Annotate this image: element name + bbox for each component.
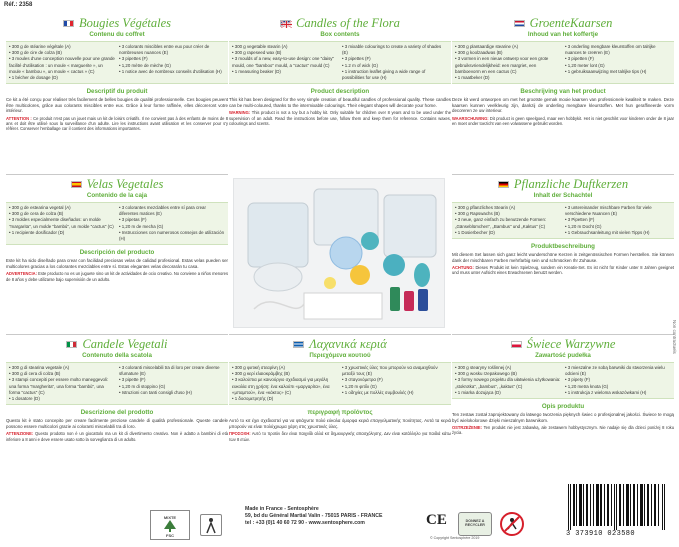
- recycle-label: DONNEZ A RECYCLER: [465, 519, 485, 527]
- contents-item: • 1 instruction leaflet giving a wide range of possibilities for use (H): [342, 68, 426, 81]
- contents-item: • 1 gebruiksaanwijzing met talrijke tips (H): [565, 68, 647, 74]
- contents-item: • 1.2 m of wick (G): [342, 62, 378, 68]
- panel-title-row: [6, 337, 228, 351]
- footer: [0, 480, 679, 547]
- description-heading: Beschrijving van het product: [520, 88, 606, 96]
- fsc-logo: [150, 510, 190, 540]
- recycle-logo: [458, 512, 492, 536]
- contents-heading: Inhoud van het koffertje: [527, 31, 599, 38]
- ce-logo: CE: [426, 512, 447, 528]
- description-text: Deze kit werd ontworpen om met het grootste gemak mooie kaarsen van professionele kwaliteit te maken. Deze kaarsen kunnen veelkleurig zijn, dankzij de onderling mengbare kleurstoffen. Met hun geraffineerde vorm decoreren ze uw interieur.: [452, 97, 674, 114]
- contents-item: • 300 g rapeseed wax (B): [232, 50, 282, 56]
- description-heading: Product description: [310, 88, 370, 96]
- flag-es-icon: [71, 181, 82, 188]
- contents-item: • 3 mixable colourings to create a variety of shades (E): [342, 44, 442, 56]
- panel-title: Świece Warzywne: [526, 336, 616, 351]
- panel-title: Pflanzliche Duftkerzen: [513, 176, 629, 191]
- panel-title-row: [6, 16, 228, 30]
- contents-item: • 3 καλούπια με καινούργιο σχεδιασμό για μεγάλη ευκολία στη χρήση: ένα καλούπι «μαργαρίτα», ένα «μπαμπού», ένα «κάκτος» (C): [232, 377, 330, 395]
- warning-label: ADVERTENCIA:: [6, 271, 37, 277]
- contents-item: • 300 g vegetable stearin (A): [232, 44, 288, 49]
- panel-title-row: [452, 177, 674, 191]
- description-text: Ten zestaw został zaprojektowany do łatwego tworzenia pięknych świec o profesjonalnej jakości. Świece te mogą być wielokolorowe dzięki mieszalnym barwnikom.: [452, 412, 674, 423]
- warning-body: Este producto no es un juguete sino un kit de actividades de ocio creativo. No conviene a niños menores de 8 años y debe utilizarse bajo supervisión de un adulto.: [6, 271, 228, 282]
- warning-label: ATTENTION :: [6, 116, 32, 121]
- contents-item: • 1 recipiente dosificador (D): [9, 229, 65, 235]
- company-address: [245, 506, 382, 527]
- panel-pl: [452, 334, 674, 476]
- description-heading: Descrizione del prodotto: [80, 409, 154, 417]
- contents-item: • 3 pipettes (F): [119, 56, 148, 62]
- panel-title-row: [6, 177, 228, 191]
- contents-col-2: [119, 44, 225, 81]
- contents-item: • 3 pipetten (F): [565, 56, 594, 62]
- barcode: [568, 484, 666, 530]
- contents-item: • 1 notice avec de nombreux conseils d'utilisation (H): [119, 68, 222, 74]
- warning-body: Ten produkt nie jest zabawką, ale zestawem hobbystycznym. Nie nadaje się dla dzieci poniżej 8 roku życia.: [452, 425, 674, 436]
- contents-item: • 300 g stearyny roślinnej (A): [455, 365, 512, 370]
- description-heading: Descripción del producto: [79, 249, 155, 257]
- mixte-label: MIXTE: [163, 515, 177, 520]
- contents-item: • 3 stampi concepiti per essere molto maneggevoli: una forma "margherita", una forma "bambù", una forma "cactus" (C): [9, 377, 109, 395]
- panel-title: GroenteKaarsen: [529, 16, 613, 30]
- contents-item: • 1 Dosierbecher (D): [455, 229, 495, 235]
- warning-text: [6, 271, 228, 281]
- contents-item: • 3 pipety (F): [565, 377, 590, 383]
- contents-item: • 3 Pipetten (F): [565, 217, 595, 223]
- contents-box: [452, 41, 674, 84]
- contents-item: • 300 g φυτική στεαρίνη (A): [232, 365, 285, 370]
- contents-box: [452, 362, 674, 399]
- warning-label: ACHTUNG:: [452, 265, 474, 271]
- contents-item: • 1 measuring beaker (D): [232, 68, 281, 74]
- description-heading: περιγραφή προϊόντος: [307, 409, 373, 417]
- panel-title-row: [229, 337, 451, 351]
- flag-nl-icon: [514, 20, 525, 27]
- contents-col-2: [565, 205, 671, 236]
- contents-box: [6, 362, 228, 405]
- contents-item: • 300 g plantaardige stearine (A): [455, 44, 519, 49]
- description-text: Mit diesem Set lassen sich ganz leicht wunderschöne Kerzen in zeitgenössischen Formen herstellen. Sie können dank der mischbaren Farben mehrfarbig sein und schmücken Ihr Zuhause.: [452, 252, 674, 263]
- contents-col-1: [9, 365, 115, 402]
- contents-item: • 3 colorantes mezclables entre sí para crear diferentes matices (E): [119, 205, 206, 217]
- contact-line: tel : +33 (0)1 40 60 72 90 - www.sentosphere.com: [245, 520, 365, 526]
- contents-col-1: [9, 205, 115, 242]
- warning-label: OSTRZEŻENIE:: [452, 425, 483, 431]
- contents-box: [452, 202, 674, 239]
- contents-item: • 3 onderling mengbare kleurstoffen om talrijke nuances te creëren (E): [565, 44, 656, 56]
- description-text: Este kit ha sido diseñado para crear con facilidad preciosas velas de calidad profesional. Estas velas pueden ser multicolores gracias a los colorantes mezclables entre sí. Estas elegantes velas decorarán tu casa.: [6, 258, 228, 269]
- contents-col-2: [119, 205, 225, 242]
- warning-label: ATTENZIONE:: [6, 431, 34, 437]
- panel-title: Candele Vegetali: [82, 336, 168, 351]
- panel-title-row: [452, 337, 674, 351]
- contents-item: • 1 instrukcja z wieloma wskazówkami (H): [565, 389, 647, 395]
- flag-uk-icon: [280, 20, 291, 27]
- triman-logo: [200, 514, 222, 536]
- contents-heading: Contenuto della scatola: [82, 352, 152, 359]
- contents-item: • 1 dosatore (D): [9, 396, 40, 402]
- warning-text: [452, 265, 674, 275]
- panel-nl: [452, 16, 674, 166]
- flag-pl-icon: [511, 341, 522, 348]
- contents-heading: Box contents: [320, 31, 360, 38]
- contents-item: • 3 coloranti miscelabili tra di loro per creare diverse sfumature (E): [119, 365, 220, 377]
- contents-item: • 1,20 mètre de mèche (G): [119, 62, 171, 68]
- panel-es: [6, 174, 228, 326]
- flag-it-icon: [66, 341, 77, 348]
- contents-col-1: [455, 44, 561, 81]
- contents-item: • 1,20 meter lont (G): [565, 62, 605, 68]
- contents-item: • 1,20 m Docht (G): [565, 223, 602, 229]
- description-text: Ce kit a été conçu pour réaliser très facilement de belles bougies de qualité professionnelle. Ces bougies peuvent être multicolores, grâce aux colorants miscibles entre eux. Grâce à leur forme raffinée, elles décoreront votre intérieur.: [6, 97, 228, 114]
- address-line: 59, bd du Général Martial Valin - 75015 PARIS - FRANCE: [245, 513, 383, 519]
- warning-text: [452, 425, 674, 435]
- contents-item: • 3 formy nowego projektu dla ułatwienia użytkowania: „stokrotka", „bambus", „kaktus" (C): [455, 377, 561, 389]
- contents-heading: Contenido de la caja: [86, 192, 148, 199]
- contents-col-2: [342, 365, 448, 402]
- panel-title-row: [229, 16, 451, 30]
- contents-item: • 3 pipette (F): [119, 377, 146, 383]
- contents-item: • 300 g di stearina vegetale (A): [9, 365, 70, 370]
- flag-de-icon: [498, 181, 509, 188]
- recycle-man-icon: [201, 515, 221, 535]
- panel-it: [6, 334, 228, 476]
- panel-title: Bougies Végétales: [79, 16, 171, 30]
- contents-item: • 1 maatbeker (D): [455, 75, 490, 81]
- warning-body: Dit product is geen speelgoed, maar een hobbykit. Het is niet geschikt voor kinderen onder de 8 jaar en moet onder toezicht van een volwassene gebruikt worden.: [452, 116, 674, 127]
- contents-item: • 3 σταγονόμετρα (F): [342, 377, 383, 383]
- contents-item: • Istruzioni con tanti consigli d'uso (H): [119, 389, 192, 395]
- contents-item: • 300 g di cera di colza (B): [9, 371, 61, 377]
- warning-body: Dieses Produkt ist kein Spielzeug, sondern ein Kreativ-Set. Es ist nicht für Kinder unter 8 Jahren geeignet und muss unter Aufsicht eines Erwachsenen benutzt werden.: [452, 265, 674, 276]
- panel-en: [229, 16, 451, 166]
- contents-item: • 3 mieszalne ze sobą barwniki do stworzenia wielu odcieni (E): [565, 365, 665, 377]
- contents-heading: Zawartość pudełka: [535, 352, 591, 359]
- warning-label: ΠΡΟΣΟΧΗ:: [229, 431, 251, 437]
- panel-gr: [229, 334, 451, 476]
- contents-item: • 1 bécher de dosage (D): [9, 75, 58, 81]
- panel-title: Velas Vegetales: [86, 176, 164, 191]
- product-photo: [233, 178, 445, 328]
- warning-label: WAARSCHUWING:: [452, 116, 489, 121]
- warning-body: Ce produit n'est pas un jouet mais un kit de loisirs créatifs. Il ne convient pas à des enfants de moins de 8 ans et doit être utilisé sous la surveillance d'un adulte. Lire les instructions avant utilisation et les conserver pour s'y référer. Conserver l'emballage car il contient des informations importantes.: [6, 116, 228, 132]
- warning-body: Αυτό το προϊόν δεν είναι παιχνίδι αλλά κιτ δημιουργικής απασχόλησης. Δεν είναι κατάλληλο για παιδιά κάτω των 8 ετών.: [229, 431, 451, 442]
- flag-uk-cross-icon: [281, 21, 292, 28]
- description-text: Αυτό το κιτ έχει σχεδιαστεί για να φτιάχνετε πολύ εύκολα όμορφα κεριά επαγγελματικής ποιότητας. Αυτά τα κεριά μπορούν να είναι πολύχρωμα χάρη στις χρωστικές ύλες.: [229, 418, 451, 429]
- contents-box: [229, 41, 451, 84]
- contents-item: • 1,20 m φιτίλι (G): [342, 383, 377, 389]
- age-warning-icon: [500, 512, 524, 536]
- contents-item: • 3 moules d'une conception nouvelle pour une grande facilité d'utilisation : un moule « marguerite », un moule « bambou », un moule « cactus » (C): [9, 56, 115, 74]
- contents-item: • 1 Gebrauchsanleitung mit vielen Tipps (H): [565, 229, 650, 235]
- contents-item: • 3 colorants miscibles entre eux pour créer de nombreuses nuances (E): [119, 44, 210, 56]
- contents-item: • 1,20 m de mecha (G): [119, 223, 164, 229]
- contents-box: [6, 41, 228, 84]
- contents-item: • 3 neue, ganz einfach zu benutzende Formen: „Gänseblümchen", „Bambus" und „Kaktus" (C): [455, 217, 547, 229]
- description-heading: Descriptif du produit: [86, 88, 148, 96]
- divider: [6, 174, 228, 175]
- warning-text: [229, 431, 451, 441]
- contents-item: • 3 untereinander mischbare Farben für viele verschiedene Nuancen (E): [565, 205, 652, 217]
- contents-item: • 300 g Rapswachs (B): [455, 211, 500, 217]
- description-heading: Produktbeschreibung: [531, 243, 595, 251]
- contents-item: • 300 g pflanzliches Stearin (A): [455, 205, 516, 210]
- contents-item: • 3 moulds of a new, easy-to-use design: one "daisy" mould, one "bamboo" mould, a "cactus" mould (C): [232, 56, 335, 68]
- contents-heading: Inhalt der Schachtel: [533, 192, 593, 199]
- contents-col-2: [342, 44, 448, 81]
- made-in-label: Made in France - Sentosphère: [245, 506, 319, 512]
- contents-item: • 1 miarka dozująca (D): [455, 389, 501, 395]
- contents-item: • 300 g de stéarine végétale (A): [9, 44, 71, 49]
- side-note: Non contractuels: [672, 320, 677, 354]
- contents-item: • 300 g de cire de colza (B): [9, 50, 62, 56]
- contents-col-1: [232, 365, 338, 402]
- warning-text: [452, 116, 674, 126]
- contents-item: • 1,20 m di stoppino (G): [119, 383, 166, 389]
- warning-label: WARNING:: [229, 110, 251, 116]
- contents-item: • 1 δοσομετρητής (D): [232, 396, 274, 402]
- contents-col-2: [565, 365, 671, 396]
- contents-item: • 3 pipetas (F): [119, 217, 147, 223]
- no-children-icon: [502, 514, 522, 534]
- barcode-number: 3 373910 023580: [566, 530, 636, 538]
- contents-item: • 3 vormen in een nieuw ontwerp voor een grote gebruiksvriendelijkheid: een margriet, een bamboevorm en een cactus (C): [455, 56, 549, 74]
- panel-fr: [6, 16, 228, 166]
- divider: [229, 334, 451, 335]
- fsc-label: FSC: [166, 533, 174, 538]
- contents-item: • 3 χρωστικές ύλες που μπορούν να αναμειχθούν μεταξύ τους (E): [342, 365, 438, 377]
- contents-col-2: [565, 44, 671, 81]
- contents-col-1: [455, 365, 561, 396]
- contents-col-2: [119, 365, 225, 402]
- tree-icon: [163, 520, 177, 532]
- product-photo-art: [234, 179, 446, 329]
- contents-item: • 300 g de estearina vegetal (A): [9, 205, 71, 210]
- panel-de: [452, 174, 674, 326]
- contents-box: [229, 362, 451, 405]
- contents-item: • 1,20 metra knota (G): [565, 383, 609, 389]
- contents-box: [6, 202, 228, 245]
- contents-item: • 300 g de cera de colza (B): [9, 211, 64, 217]
- description-text: Questo kit è stato concepito per creare facilmente preziose candele di qualità professionale. Queste candele possono essere multicolori grazie ai coloranti miscelabili tra di loro.: [6, 418, 228, 429]
- contents-item: • 3 pipettes (F): [342, 56, 371, 62]
- contents-heading: Περιεχόμενα κουτιού: [309, 352, 371, 359]
- warning-text: [229, 110, 451, 126]
- panel-title: Candles of the Flora: [296, 16, 400, 30]
- panel-title: Λαχανικά κεριά: [309, 336, 387, 351]
- description-text: This kit has been designed for the very simple creation of beautiful candles of professional quality. These candles can be multi-coloured, thanks to the intermixable colourings. Their elegant shapes will decorate your home.: [229, 97, 451, 108]
- warning-text: [6, 116, 228, 132]
- contents-col-1: [455, 205, 561, 236]
- flag-gr-icon: [293, 341, 304, 348]
- copyright-text: © Copyright Sentosphère 2019: [430, 536, 480, 540]
- warning-text: [6, 431, 228, 441]
- description-heading: Opis produktu: [541, 403, 585, 411]
- divider: [452, 334, 674, 335]
- contents-item: • 1 οδηγίες με πολλές συμβουλές (H): [342, 389, 414, 395]
- reference-code: Réf.: 2358: [4, 2, 33, 8]
- divider: [6, 334, 228, 335]
- flag-fr-icon: [63, 20, 74, 27]
- divider: [452, 174, 674, 175]
- warning-body: This product is not a toy but a hobby kit. Only suitable for children over 8 years and to be used under the supervision of an adult. Read the instructions before use, follow them and keep them for reference. Contains waxes, colourings and scents.: [229, 110, 451, 126]
- contents-item: • 300 g koolzaadwas (B): [455, 50, 503, 56]
- contents-col-1: [9, 44, 115, 81]
- panel-title-row: [452, 16, 674, 30]
- contents-heading: Contenu du coffret: [89, 31, 145, 38]
- contents-item: • 300 g wosku rzepakowego (B): [455, 371, 517, 377]
- warning-body: Questo prodotto non è un giocattolo ma un kit di divertimento creativo. Non è adatto a bambini di età inferiore a 8 anni e deve essere usato sotto la sorveglianza di un adulto.: [6, 431, 228, 442]
- contents-item: • Instrucciones con numerosos consejos de utilización (H): [119, 229, 225, 242]
- contents-item: • 300 g κερί ελαιοκράμβης (B): [232, 371, 290, 377]
- contents-col-1: [232, 44, 338, 81]
- contents-item: • 3 moldes especialmente diseñados: un molde "margarita", un molde "bambú", un molde "cactus" (C): [9, 217, 114, 229]
